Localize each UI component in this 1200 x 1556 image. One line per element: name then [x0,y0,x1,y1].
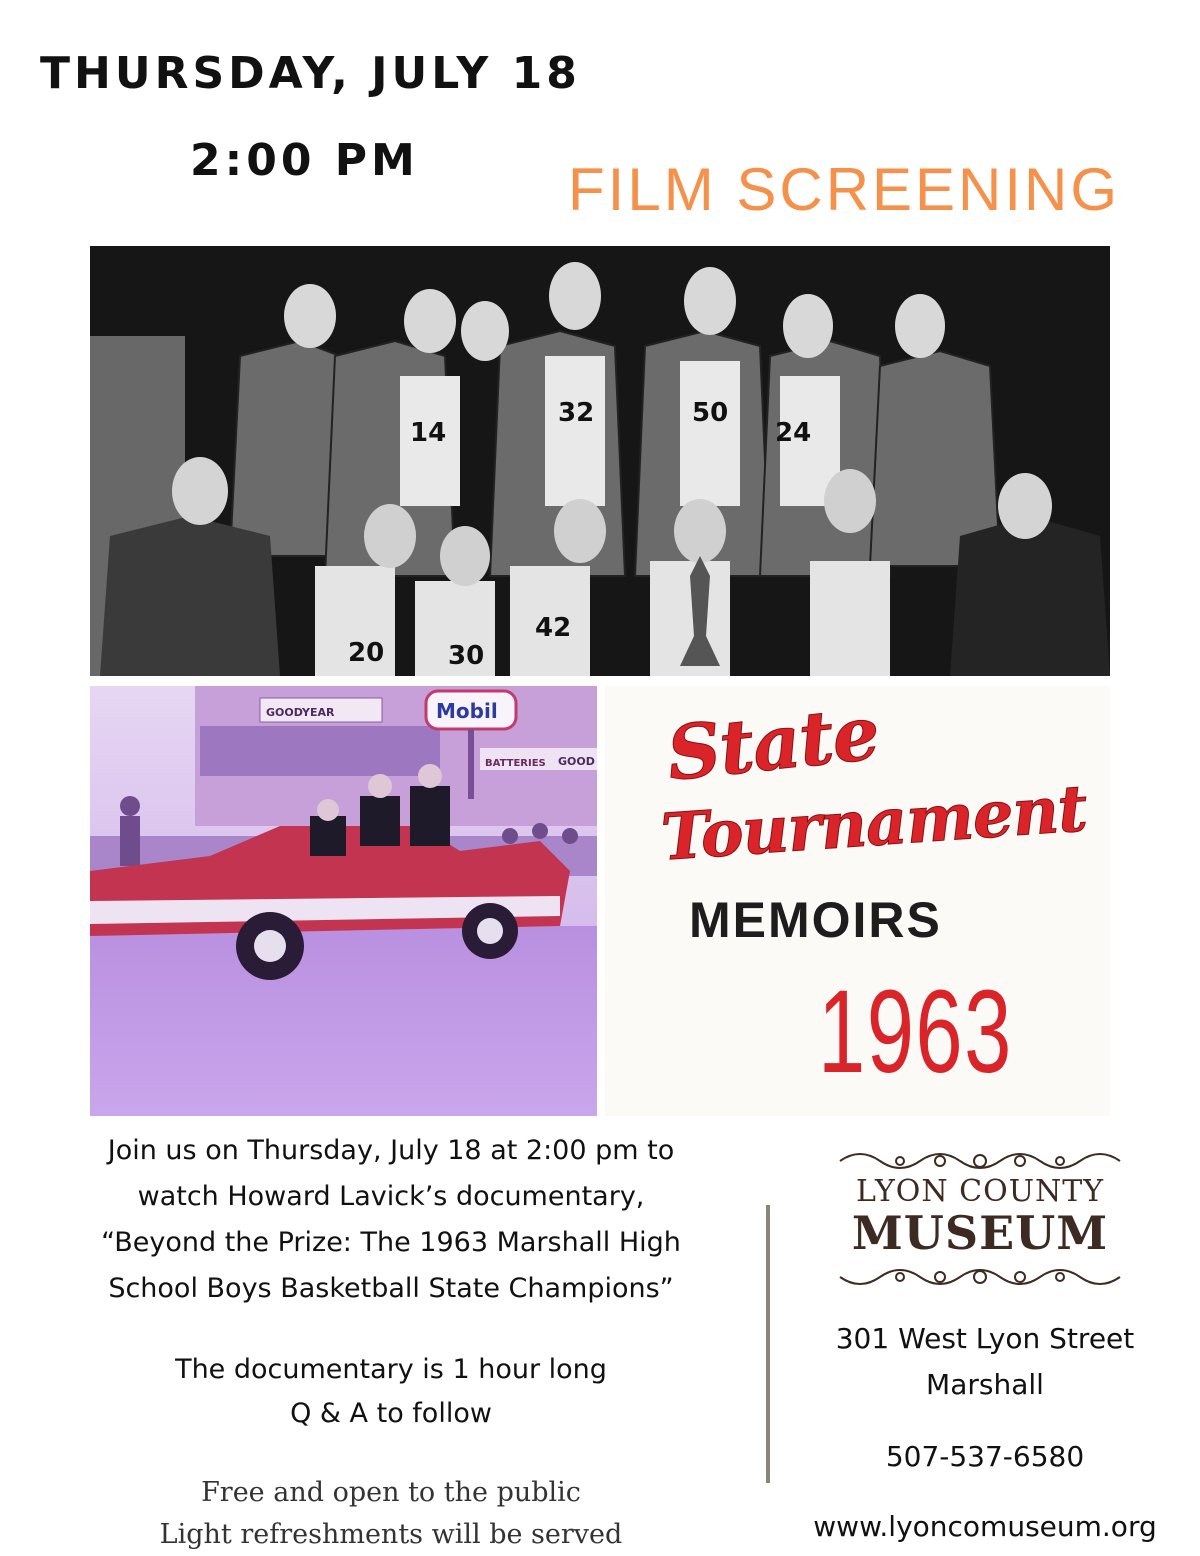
refreshments-text: Light refreshments will be served [159,1519,623,1550]
qa-text: Q & A to follow [290,1398,492,1429]
good-sign: GOOD [558,755,595,768]
vertical-divider [766,1205,770,1483]
museum-name-line1: LYON COUNTY [855,1174,1105,1209]
event-description [35,1128,747,1312]
ornament-icon [830,1148,1130,1174]
jersey-number: 20 [348,638,385,668]
jersey-number: 30 [448,641,485,671]
description-line: watch Howard Lavick’s documentary, [137,1181,645,1212]
description-line: “Beyond the Prize: The 1963 Marshall High [101,1227,681,1258]
phone-number: 507-537-6580 [885,1440,1085,1473]
event-date: THURSDAY, JULY 18 [40,48,581,99]
team-photo [90,246,1110,676]
memoirs-tournament-text: Tournament [658,771,1089,876]
address-line2: Marshall [926,1368,1044,1401]
jersey-number: 50 [692,398,729,428]
address-line1: 301 West Lyon Street [835,1322,1135,1355]
parade-photo-illustration [90,686,597,1116]
memoirs-year: 1963 [818,966,1013,1098]
mobil-sign: Mobil [436,699,498,723]
ornament-icon [830,1264,1130,1290]
free-text: Free and open to the public [201,1477,581,1508]
memoirs-state-text: State [663,690,883,798]
event-time: 2:00 PM [190,135,419,186]
museum-name-line2: MUSEUM [851,1206,1109,1260]
museum-contact [780,1316,1190,1550]
museum-logo [820,1148,1140,1288]
description-line: School Boys Basketball State Champions” [108,1273,674,1304]
memoirs-title: MEMOIRS [689,892,942,948]
documentary-info [35,1348,747,1436]
goodyear-sign: GOODYEAR [266,706,335,719]
description-line: Join us on Thursday, July 18 at 2:00 pm to [107,1135,675,1166]
website-link[interactable]: www.lyoncomuseum.org [813,1510,1157,1543]
jersey-number: 32 [558,398,595,428]
parade-photo [90,686,597,1116]
duration-text: The documentary is 1 hour long [175,1354,607,1385]
jersey-number: 24 [775,418,812,448]
batteries-sign: BATTERIES [485,758,546,769]
memoirs-card [605,686,1110,1116]
public-info [35,1472,747,1556]
jersey-number: 42 [535,613,572,643]
event-type-heading: FILM SCREENING [568,156,1121,223]
team-photo-illustration [90,246,1110,676]
jersey-number: 14 [410,418,447,448]
